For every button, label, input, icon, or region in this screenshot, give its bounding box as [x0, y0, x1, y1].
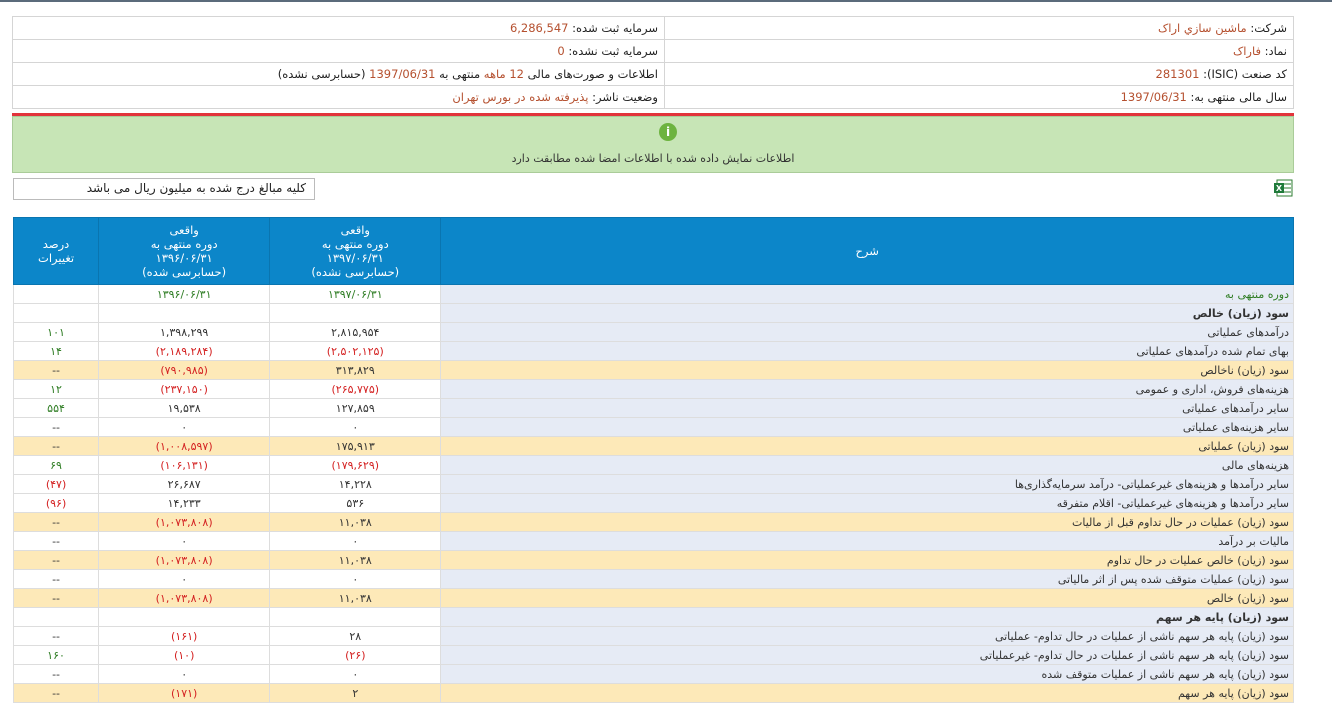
row-percent-change: -- — [14, 665, 99, 684]
row-value-1397: ۰ — [270, 570, 441, 589]
notice-text: اطلاعات نمایش داده شده با اطلاعات امضا شده مطابقت دارد — [511, 152, 795, 165]
table-row — [14, 304, 1294, 323]
row-percent-change — [14, 608, 99, 627]
row-value-1396: ۰ — [99, 570, 270, 589]
row-description: مالیات بر درآمد — [441, 532, 1294, 551]
row-description: سود (زیان) عملیاتی — [441, 437, 1294, 456]
row-percent-change — [14, 304, 99, 323]
row-description: سود (زیان) خالص — [441, 589, 1294, 608]
table-row — [14, 361, 1294, 380]
table-row — [14, 437, 1294, 456]
row-description: سایر درآمدها و هزینه‌های غیرعملیاتی- درآمد سرمایه‌گذاری‌ها — [441, 475, 1294, 494]
row-value-1396: ۱۴,۲۳۳ — [99, 494, 270, 513]
publisher-status-value: پذیرفته شده در بورس تهران — [452, 90, 589, 104]
row-percent-change: -- — [14, 361, 99, 380]
table-row — [14, 589, 1294, 608]
row-description: دوره منتهی به — [441, 285, 1294, 304]
report-cell — [13, 63, 665, 86]
row-value-1397 — [270, 608, 441, 627]
row-description: سود (زیان) پایه هر سهم — [441, 684, 1294, 703]
table-row — [14, 418, 1294, 437]
top-border — [0, 0, 1332, 2]
row-value-1396: (۱,۰۷۳,۸۰۸) — [99, 513, 270, 532]
row-percent-change: (۴۷) — [14, 475, 99, 494]
row-percent-change: -- — [14, 437, 99, 456]
row-percent-change: ۱۲ — [14, 380, 99, 399]
income-statement-table — [13, 217, 1294, 703]
table-row — [14, 684, 1294, 703]
header-percent-label: درصد — [42, 237, 70, 251]
table-row — [14, 551, 1294, 570]
table-row — [14, 380, 1294, 399]
row-value-1397: ۱۱,۰۳۸ — [270, 513, 441, 532]
fiscal-year-cell — [665, 86, 1294, 109]
registered-capital-cell — [13, 17, 665, 40]
header-1396-label: دوره منتهی به — [150, 237, 218, 251]
table-row — [14, 456, 1294, 475]
header-period-1396[interactable] — [99, 218, 270, 285]
registered-capital-value: 6,286,547 — [509, 21, 569, 35]
row-value-1397: ۱۲۷,۸۵۹ — [270, 399, 441, 418]
publisher-status-cell — [13, 86, 665, 109]
row-percent-change: -- — [14, 589, 99, 608]
table-row — [14, 513, 1294, 532]
row-value-1396: ۰ — [99, 418, 270, 437]
row-description: سایر درآمدها و هزینه‌های غیرعملیاتی- اقلام متفرقه — [441, 494, 1294, 513]
row-value-1396: ۲۶,۶۸۷ — [99, 475, 270, 494]
row-description: سود (زیان) پایه هر سهم ناشی از عملیات در حال تداوم- عملیاتی — [441, 627, 1294, 646]
row-description: سود (زیان) عملیات متوقف شده پس از اثر مالیاتی — [441, 570, 1294, 589]
row-description: هزینه‌های مالی — [441, 456, 1294, 475]
row-value-1396: (۱,۰۷۳,۸۰۸) — [99, 589, 270, 608]
units-note: کلیه مبالغ درج شده به میلیون ریال می باشد — [13, 178, 315, 200]
row-value-1396: (۱۰۶,۱۳۱) — [99, 456, 270, 475]
table-row — [14, 570, 1294, 589]
unregistered-capital-value: 0 — [557, 44, 565, 58]
row-value-1397: ۵۳۶ — [270, 494, 441, 513]
row-value-1397: ۱۳۹۷/۰۶/۳۱ — [270, 285, 441, 304]
table-row — [14, 342, 1294, 361]
row-percent-change: (۹۶) — [14, 494, 99, 513]
row-value-1397: ۲ — [270, 684, 441, 703]
row-percent-change: -- — [14, 418, 99, 437]
row-value-1397: ۱۱,۰۳۸ — [270, 589, 441, 608]
row-percent-change: ۵۵۴ — [14, 399, 99, 418]
header-description[interactable]: شرح — [441, 218, 1294, 285]
symbol-value[interactable]: فاراک — [1232, 44, 1261, 58]
row-value-1396: (۱۶۱) — [99, 627, 270, 646]
row-value-1396: (۷۹۰,۹۸۵) — [99, 361, 270, 380]
isic-value: 281301 — [1155, 67, 1200, 81]
publisher-status-label: وضعیت ناشر: — [592, 90, 658, 104]
svg-text:X: X — [1275, 184, 1283, 193]
row-description: سایر هزینه‌های عملیاتی — [441, 418, 1294, 437]
row-value-1396 — [99, 608, 270, 627]
company-value[interactable]: ماشين سازي اراک — [1157, 21, 1247, 35]
header-period-1397[interactable] — [270, 218, 441, 285]
symbol-cell — [665, 40, 1294, 63]
table-row — [14, 627, 1294, 646]
row-value-1397: ۱۷۵,۹۱۳ — [270, 437, 441, 456]
report-period: 12 ماهه — [483, 67, 524, 81]
row-description: سود (زیان) عملیات در حال تداوم قبل از مالیات — [441, 513, 1294, 532]
row-value-1396: (۱,۰۰۸,۵۹۷) — [99, 437, 270, 456]
row-percent-change: ۱۶۰ — [14, 646, 99, 665]
report-prefix: اطلاعات و صورت‌های مالی — [527, 67, 658, 81]
row-percent-change: ۶۹ — [14, 456, 99, 475]
row-value-1396: (۱۰) — [99, 646, 270, 665]
row-value-1397: (۱۷۹,۶۲۹) — [270, 456, 441, 475]
registered-capital-label: سرمایه ثبت شده: — [572, 21, 658, 35]
row-percent-change — [14, 285, 99, 304]
row-value-1396: ۱۳۹۶/۰۶/۳۱ — [99, 285, 270, 304]
company-label: شرکت: — [1250, 21, 1287, 35]
report-mid: منتهی به — [439, 67, 481, 81]
row-value-1397: ۱۴,۲۲۸ — [270, 475, 441, 494]
row-value-1397: ۰ — [270, 532, 441, 551]
row-percent-change: ۱۰۱ — [14, 323, 99, 342]
row-description: سود (زیان) خالص عملیات در حال تداوم — [441, 551, 1294, 570]
row-value-1397: ۲۸ — [270, 627, 441, 646]
header-percent-change[interactable] — [14, 218, 99, 285]
company-info-table — [12, 16, 1294, 109]
header-change-label: تغییرات — [38, 251, 75, 265]
row-value-1396: ۱۹,۵۳۸ — [99, 399, 270, 418]
row-value-1396: ۰ — [99, 665, 270, 684]
header-1397-type: واقعی — [340, 223, 370, 237]
row-value-1397: ۱۱,۰۳۸ — [270, 551, 441, 570]
row-value-1397 — [270, 304, 441, 323]
header-1396-audit: (حسابرسی شده) — [142, 265, 227, 279]
header-1397-date: ۱۳۹۷/۰۶/۳۱ — [326, 251, 384, 265]
row-value-1397: (۲,۵۰۲,۱۲۵) — [270, 342, 441, 361]
row-value-1397: ۳۱۳,۸۲۹ — [270, 361, 441, 380]
row-value-1396: ۱,۳۹۸,۲۹۹ — [99, 323, 270, 342]
header-1397-label: دوره منتهی به — [321, 237, 389, 251]
table-row — [14, 285, 1294, 304]
row-description: سایر درآمدهای عملیاتی — [441, 399, 1294, 418]
verification-notice — [12, 116, 1294, 173]
row-description: سود (زیان) پایه هر سهم — [441, 608, 1294, 627]
row-percent-change: -- — [14, 684, 99, 703]
row-description: سود (زیان) خالص — [441, 304, 1294, 323]
table-row — [14, 532, 1294, 551]
row-value-1397: ۰ — [270, 418, 441, 437]
info-icon: i — [659, 123, 677, 141]
row-percent-change: -- — [14, 532, 99, 551]
row-percent-change: -- — [14, 570, 99, 589]
row-description: درآمدهای عملیاتی — [441, 323, 1294, 342]
report-date: 1397/06/31 — [369, 67, 436, 81]
row-percent-change: ۱۴ — [14, 342, 99, 361]
row-value-1396 — [99, 304, 270, 323]
row-value-1396: (۲,۱۸۹,۲۸۴) — [99, 342, 270, 361]
header-1396-date: ۱۳۹۶/۰۶/۳۱ — [155, 251, 213, 265]
symbol-label: نماد: — [1264, 44, 1287, 58]
report-audit-status: (حسابرسی نشده) — [277, 67, 366, 81]
table-row — [14, 665, 1294, 684]
company-cell — [665, 17, 1294, 40]
table-row — [14, 323, 1294, 342]
row-value-1397: ۲,۸۱۵,۹۵۴ — [270, 323, 441, 342]
row-description: سود (زیان) پایه هر سهم ناشی از عملیات در حال تداوم- غیرعملیاتی — [441, 646, 1294, 665]
isic-label: کد صنعت (ISIC): — [1203, 67, 1287, 81]
row-percent-change: -- — [14, 513, 99, 532]
row-value-1396: (۱۷۱) — [99, 684, 270, 703]
fiscal-year-label: سال مالی منتهی به: — [1190, 90, 1287, 104]
header-1396-type: واقعی — [169, 223, 199, 237]
row-description: سود (زیان) ناخالص — [441, 361, 1294, 380]
fiscal-year-value: 1397/06/31 — [1120, 90, 1187, 104]
row-value-1397: ۰ — [270, 665, 441, 684]
row-description: هزینه‌های فروش، اداری و عمومی — [441, 380, 1294, 399]
header-1397-audit: (حسابرسی نشده) — [311, 265, 400, 279]
excel-export-icon[interactable] — [1273, 179, 1293, 197]
row-percent-change: -- — [14, 551, 99, 570]
unregistered-capital-label: سرمایه ثبت نشده: — [568, 44, 658, 58]
table-row — [14, 399, 1294, 418]
row-description: سود (زیان) پایه هر سهم ناشی از عملیات متوقف شده — [441, 665, 1294, 684]
row-percent-change: -- — [14, 627, 99, 646]
table-row — [14, 494, 1294, 513]
table-row — [14, 646, 1294, 665]
row-description: بهای تمام شده درآمدهای عملیاتی — [441, 342, 1294, 361]
row-value-1396: ۰ — [99, 532, 270, 551]
row-value-1396: (۱,۰۷۳,۸۰۸) — [99, 551, 270, 570]
row-value-1397: (۲۶۵,۷۷۵) — [270, 380, 441, 399]
isic-cell — [665, 63, 1294, 86]
table-row — [14, 475, 1294, 494]
row-value-1397: (۲۶) — [270, 646, 441, 665]
table-row — [14, 608, 1294, 627]
row-value-1396: (۲۳۷,۱۵۰) — [99, 380, 270, 399]
unregistered-capital-cell — [13, 40, 665, 63]
